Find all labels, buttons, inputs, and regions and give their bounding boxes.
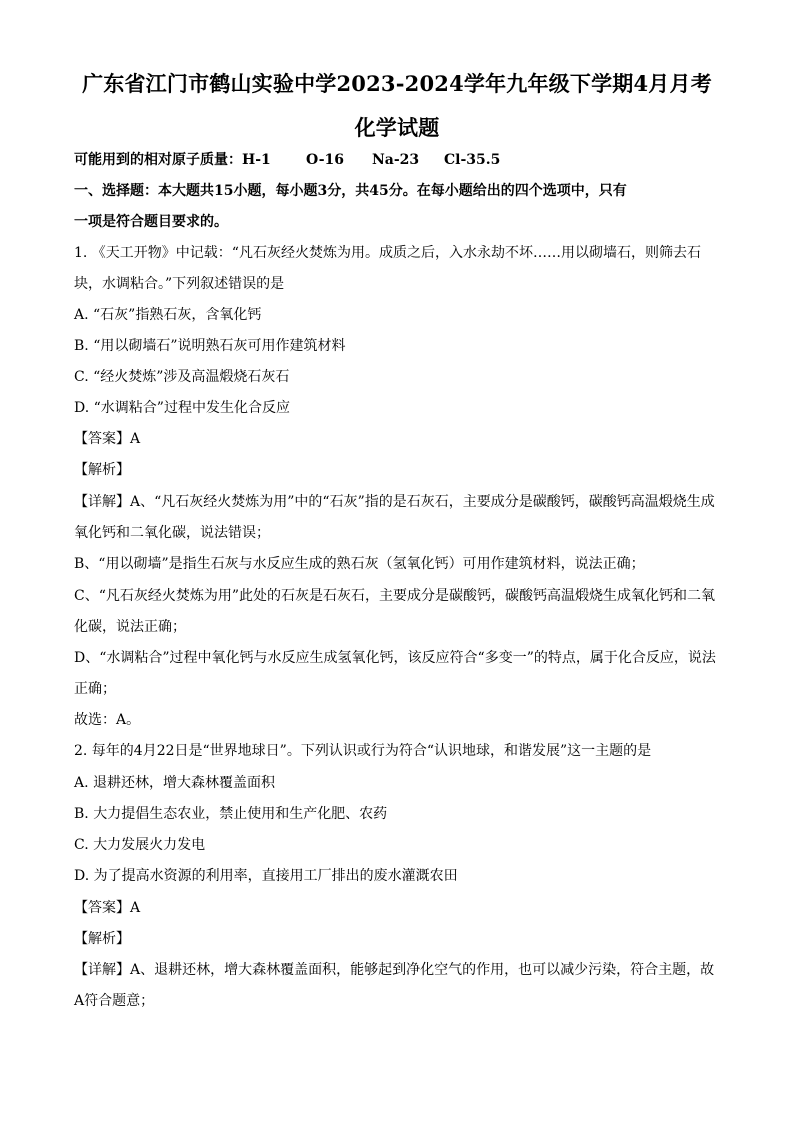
question-1-option-a: A. “石灰”指熟石灰，含氧化钙 xyxy=(74,307,262,323)
document-title: 广东省江门市鹤山实验中学2023-2024学年九年级下学期4月月考 xyxy=(82,71,712,96)
question-2-stem: 2. 每年的4月22日是“世界地球日”。下列认识或行为符合“认识地球，和谐发展”这一主题的是 xyxy=(74,743,652,759)
question-1-stem: 1. 《天工开物》中记载：“凡石灰经火焚炼为用。成质之后，入水永劫不坏……用以砌墙石，则筛去石 xyxy=(74,245,701,261)
question-2-option-b: B. 大力提倡生态农业，禁止使用和生产化肥、农药 xyxy=(74,806,388,822)
atomic-mass-item: O-16 xyxy=(306,152,345,168)
question-1-detail-line: B、“用以砌墙”是指生石灰与水反应生成的熟石灰（氢氧化钙）可用作建筑材料，说法正确； xyxy=(74,556,645,572)
section-heading: 一、选择题：本大题共15小题，每小题3分，共45分。在每小题给出的四个选项中，只有 xyxy=(74,183,627,199)
question-1-detail-line: 化碳，说法正确； xyxy=(74,619,186,635)
question-1-detail-line: 氧化钙和二氧化碳，说法错误； xyxy=(74,525,270,541)
question-1-detail-line: 故选：A。 xyxy=(74,712,141,728)
section-heading-cont: 一项是符合题目要求的。 xyxy=(74,214,228,230)
question-1-detail-line: 正确； xyxy=(74,681,116,697)
question-2-option-d: D. 为了提高水资源的利用率，直接用工厂排出的废水灌溉农田 xyxy=(74,868,458,884)
document-subtitle: 化学试题 xyxy=(354,115,440,140)
question-2-analysis-heading: 【解析】 xyxy=(74,931,130,947)
atomic-mass-item: H-1 xyxy=(242,152,271,168)
question-2-detail-line: A符合题意； xyxy=(74,993,155,1009)
question-1-analysis-heading: 【解析】 xyxy=(74,462,130,478)
question-2-option-a: A. 退耕还林，增大森林覆盖面积 xyxy=(74,775,276,791)
question-1-option-d: D. “水调粘合”过程中发生化合反应 xyxy=(74,400,290,416)
question-2-detail-line: 【详解】A、退耕还林，增大森林覆盖面积，能够起到净化空气的作用，也可以减少污染，符合主题，故 xyxy=(74,962,715,978)
atomic-masses xyxy=(74,150,500,170)
atomic-mass-item: Cl-35.5 xyxy=(444,152,501,168)
question-1-option-b: B. “用以砌墙石”说明熟石灰可用作建筑材料 xyxy=(74,338,346,354)
question-1-detail-line: C、“凡石灰经火焚炼为用”此处的石灰是石灰石，主要成分是碳酸钙，碳酸钙高温煅烧生成氧化钙和二氧 xyxy=(74,588,716,604)
question-1-detail-line: D、“水调粘合”过程中氧化钙与水反应生成氢氧化钙，该反应符合“多变一”的特点，属于化合反应，说法 xyxy=(74,650,716,666)
question-2-option-c: C. 大力发展火力发电 xyxy=(74,837,206,853)
question-1-stem-cont: 块，水调粘合。”下列叙述错误的是 xyxy=(74,276,285,292)
atomic-mass-item: Na-23 xyxy=(372,152,420,168)
question-1-option-c: C. “经火焚炼”涉及高温煅烧石灰石 xyxy=(74,369,290,385)
atomic-masses-label: 可能用到的相对原子质量： xyxy=(74,152,242,168)
question-1-answer: 【答案】A xyxy=(74,431,141,447)
question-1-detail-line: 【详解】A、“凡石灰经火焚炼为用”中的“石灰”指的是石灰石，主要成分是碳酸钙，碳酸钙高温煅烧生成 xyxy=(74,494,715,510)
question-2-answer: 【答案】A xyxy=(74,900,141,916)
